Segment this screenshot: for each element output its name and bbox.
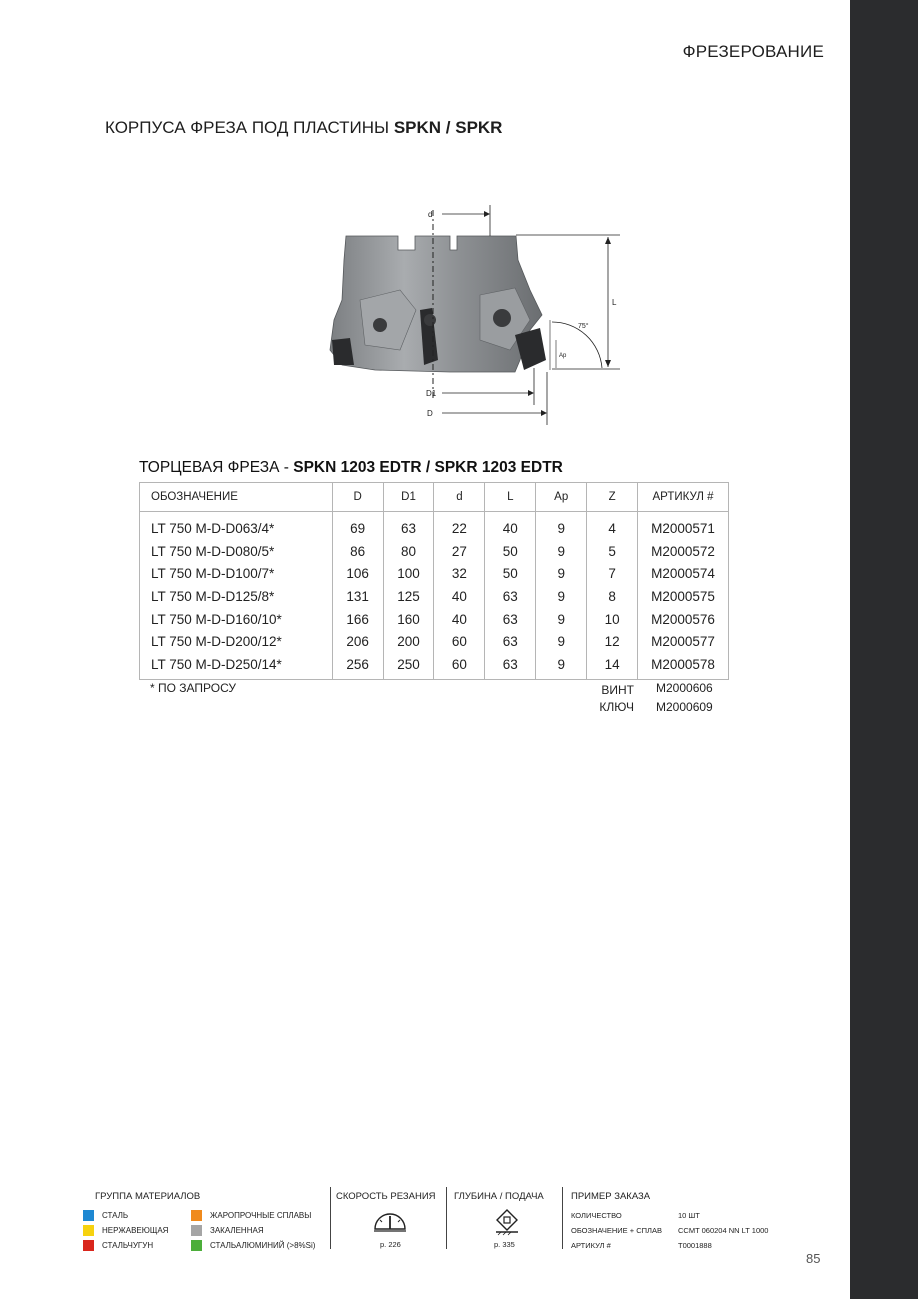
footer-divider <box>330 1187 331 1249</box>
cell: M2000578 <box>638 653 729 679</box>
cell: LT 750 M-D-D200/12* <box>140 630 333 653</box>
material-label: СТАЛЬЧУГУН <box>102 1241 154 1250</box>
cell: 9 <box>536 512 587 540</box>
dim-d-arrow <box>484 211 490 217</box>
cell: 200 <box>383 630 434 653</box>
table-row <box>140 608 729 631</box>
label-angle: 75° <box>578 323 589 330</box>
page-heading-plain: КОРПУСА ФРЕЗА ПОД ПЛАСТИНЫ <box>105 118 394 137</box>
speed-gauge-icon <box>372 1207 408 1233</box>
depth-feed-icon <box>492 1207 522 1237</box>
accessory-label-key: КЛЮЧ <box>599 700 634 714</box>
cell: 206 <box>332 630 383 653</box>
material-swatch-cast-iron <box>83 1240 94 1251</box>
cell: 22 <box>434 512 485 540</box>
cell: 8 <box>587 585 638 608</box>
screw-center <box>424 314 436 326</box>
cell: 32 <box>434 562 485 585</box>
page-number: 85 <box>806 1251 821 1266</box>
col-header: D <box>332 483 383 512</box>
speed-title: СКОРОСТЬ РЕЗАНИЯ <box>336 1191 436 1202</box>
cell: 106 <box>332 562 383 585</box>
order-title: ПРИМЕР ЗАКАЗА <box>571 1191 651 1202</box>
side-bar <box>850 0 918 1299</box>
spec-table <box>139 482 729 680</box>
col-header: ОБОЗНАЧЕНИЕ <box>140 483 333 512</box>
table-row <box>140 562 729 585</box>
cell: 125 <box>383 585 434 608</box>
accessory-label-screw: ВИНТ <box>601 683 634 697</box>
cell: 63 <box>485 653 536 679</box>
cell: 256 <box>332 653 383 679</box>
cell: 9 <box>536 585 587 608</box>
table-row <box>140 630 729 653</box>
table-row <box>140 540 729 563</box>
col-header: АРТИКУЛ # <box>638 483 729 512</box>
cell: 250 <box>383 653 434 679</box>
material-swatch-hardened <box>191 1225 202 1236</box>
insert-right <box>515 328 546 370</box>
cell: 63 <box>485 608 536 631</box>
footer-divider <box>562 1187 563 1249</box>
accessory-value-key: M2000609 <box>656 700 713 714</box>
col-header: Z <box>587 483 638 512</box>
table-row <box>140 585 729 608</box>
accessory-value-screw: M2000606 <box>656 681 713 695</box>
cell: M2000572 <box>638 540 729 563</box>
footnote: * ПО ЗАПРОСУ <box>150 681 237 695</box>
cell: 40 <box>434 608 485 631</box>
cell: 7 <box>587 562 638 585</box>
dim-L-arrow-top <box>605 237 611 244</box>
label-L: L <box>612 298 617 307</box>
cell: 9 <box>536 608 587 631</box>
col-header: d <box>434 483 485 512</box>
material-swatch-stainless <box>83 1225 94 1236</box>
col-header: Ap <box>536 483 587 512</box>
cell: 5 <box>587 540 638 563</box>
cell: 131 <box>332 585 383 608</box>
cell: 9 <box>536 540 587 563</box>
section-title: ФРЕЗЕРОВАНИЕ <box>682 42 824 61</box>
cell: 14 <box>587 653 638 679</box>
table-title-plain: ТОРЦЕВАЯ ФРЕЗА - <box>139 459 294 476</box>
table-header-row <box>140 483 729 512</box>
depth-title: ГЛУБИНА / ПОДАЧА <box>454 1191 544 1202</box>
angle-arc <box>552 322 602 368</box>
depth-page-ref: p. 335 <box>494 1240 515 1249</box>
label-Ap: Ap <box>559 353 567 359</box>
order-label: КОЛИЧЕСТВО <box>571 1211 622 1220</box>
material-swatch-aluminium <box>191 1240 202 1251</box>
col-header: D1 <box>383 483 434 512</box>
table-title <box>139 459 563 477</box>
cell: 40 <box>485 512 536 540</box>
order-label: АРТИКУЛ # <box>571 1241 611 1250</box>
order-value: CCMT 060204 NN LT 1000 <box>678 1226 769 1235</box>
cell: 27 <box>434 540 485 563</box>
speed-page-ref: p. 226 <box>380 1240 401 1249</box>
cell: LT 750 M-D-D080/5* <box>140 540 333 563</box>
cell: M2000574 <box>638 562 729 585</box>
cell: 12 <box>587 630 638 653</box>
materials-title: ГРУППА МАТЕРИАЛОВ <box>95 1191 201 1202</box>
cell: 80 <box>383 540 434 563</box>
footer <box>80 1185 800 1255</box>
cell: 86 <box>332 540 383 563</box>
cell: 4 <box>587 512 638 540</box>
order-label: ОБОЗНАЧЕНИЕ + СПЛАВ <box>571 1226 662 1235</box>
table-row <box>140 653 729 679</box>
cell: 9 <box>536 630 587 653</box>
page-heading-bold: SPKN / SPKR <box>393 118 503 137</box>
label-D1: D1 <box>426 389 437 398</box>
cell: 50 <box>485 562 536 585</box>
material-label: ЗАКАЛЕННАЯ <box>210 1226 264 1235</box>
cell: 9 <box>536 562 587 585</box>
cutter-drawing <box>320 200 630 430</box>
label-D: D <box>427 409 433 418</box>
cell: 60 <box>434 653 485 679</box>
dim-D1-arrow <box>528 390 534 396</box>
cell: 160 <box>383 608 434 631</box>
col-header: L <box>485 483 536 512</box>
page-heading <box>105 118 502 138</box>
cell: M2000577 <box>638 630 729 653</box>
dim-L-arrow-bottom <box>605 360 611 367</box>
order-value: 10 ШТ <box>678 1211 700 1220</box>
cell: 63 <box>485 630 536 653</box>
cell: 63 <box>383 512 434 540</box>
table-row <box>140 512 729 540</box>
cell: LT 750 M-D-D250/14* <box>140 653 333 679</box>
cell: 166 <box>332 608 383 631</box>
cell: LT 750 M-D-D063/4* <box>140 512 333 540</box>
order-value: T0001888 <box>678 1241 712 1250</box>
screw-left <box>373 318 387 332</box>
material-swatch-steel <box>83 1210 94 1221</box>
material-label: НЕРЖАВЕЮЩАЯ <box>102 1226 169 1235</box>
material-label: СТАЛЬАЛЮМИНИЙ (>8%Si) <box>210 1241 316 1250</box>
material-label: СТАЛЬ <box>102 1211 129 1220</box>
cell: 40 <box>434 585 485 608</box>
label-d: d <box>428 210 433 219</box>
material-label: ЖАРОПРОЧНЫЕ СПЛАВЫ <box>210 1211 312 1220</box>
cell: LT 750 M-D-D160/10* <box>140 608 333 631</box>
cell: LT 750 M-D-D100/7* <box>140 562 333 585</box>
cell: 10 <box>587 608 638 631</box>
cell: M2000576 <box>638 608 729 631</box>
dim-D-arrow <box>541 410 547 416</box>
cell: M2000575 <box>638 585 729 608</box>
table-title-bold: SPKN 1203 EDTR / SPKR 1203 EDTR <box>293 459 563 476</box>
cell: 100 <box>383 562 434 585</box>
cell: 60 <box>434 630 485 653</box>
screw-right <box>493 309 511 327</box>
cell: M2000571 <box>638 512 729 540</box>
material-swatch-heat-resistant <box>191 1210 202 1221</box>
cell: 9 <box>536 653 587 679</box>
cell: 50 <box>485 540 536 563</box>
cell: LT 750 M-D-D125/8* <box>140 585 333 608</box>
cell: 69 <box>332 512 383 540</box>
cell: 63 <box>485 585 536 608</box>
footer-divider <box>446 1187 447 1249</box>
